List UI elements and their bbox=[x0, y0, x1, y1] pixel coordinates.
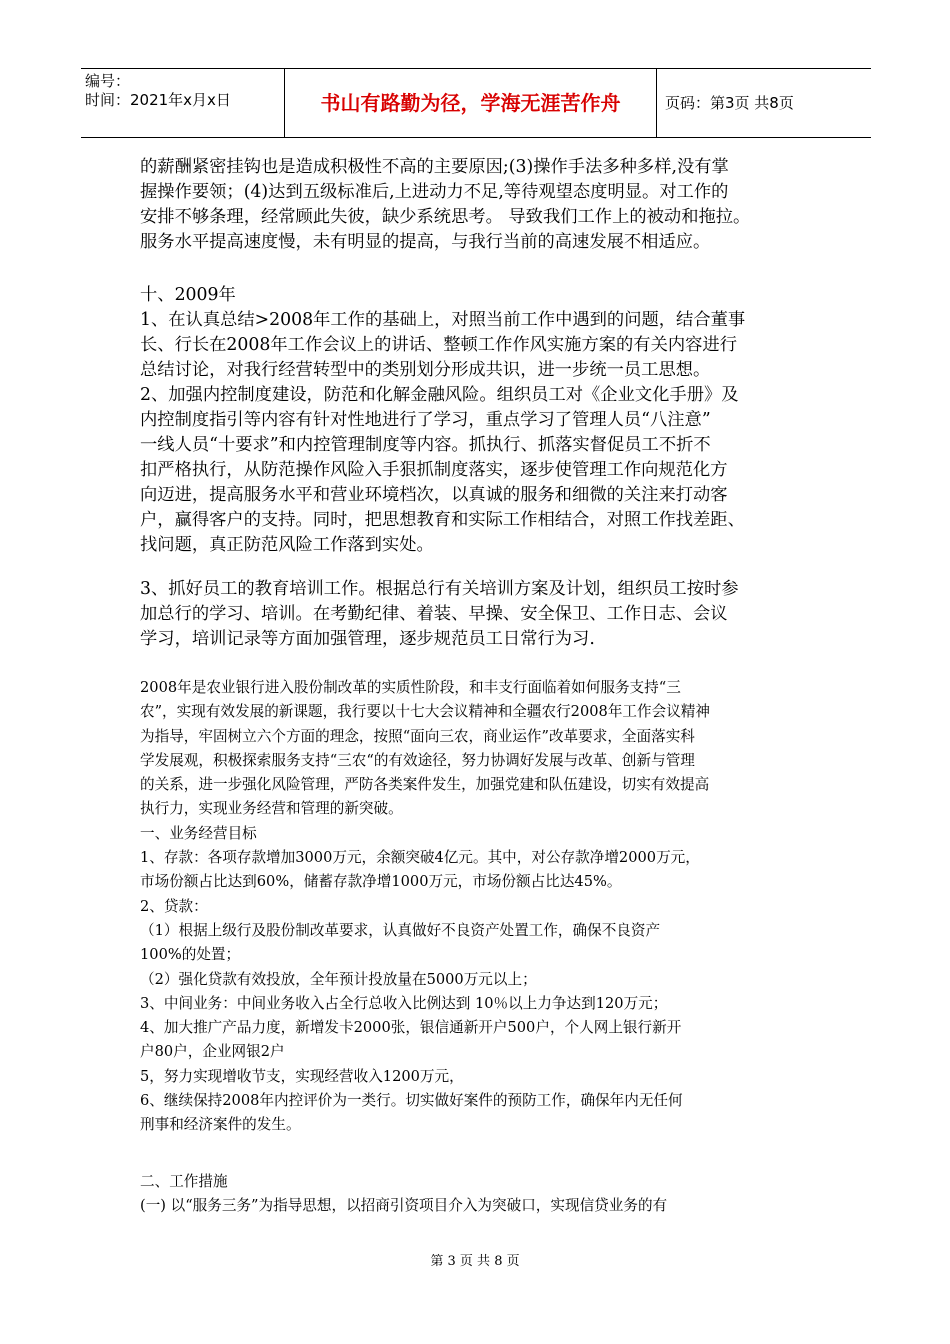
section-2 bbox=[140, 283, 830, 558]
text-line: 2、加强内控制度建设，防范和化解金融风险。组织员工对《企业文化手册》及 bbox=[140, 385, 739, 405]
text-line: 握操作要领；(4)达到五级标准后,上进动力不足,等待观望态度明显。对工作的 bbox=[140, 182, 729, 202]
text-line: 100%的处置； bbox=[140, 946, 241, 964]
text-line: 1、在认真总结>2008年工作的基础上，对照当前工作中遇到的问题，结合董事 bbox=[140, 310, 746, 330]
section-3 bbox=[140, 577, 830, 652]
text-line: 加总行的学习、培训。在考勤纪律、着装、早操、安全保卫、工作日志、会议 bbox=[140, 604, 728, 624]
header-number-label: 编号： bbox=[85, 72, 131, 90]
header-date-label: 时间：2021年x月x日 bbox=[85, 91, 231, 109]
text-line: 4、加大推广产品力度，新增发卡2000张，银信通新开户500户，个人网上银行新开 bbox=[140, 1019, 682, 1037]
text-line: 1、存款：各项存款增加3000万元，余额突破4亿元。其中，对公存款净增2000万元， bbox=[140, 849, 700, 867]
text-line: 执行力，实现业务经营和管理的新突破。 bbox=[140, 800, 403, 818]
text-line: 一线人员“十要求”和内控管理制度等内容。抓执行、抓落实督促员工不折不 bbox=[140, 435, 711, 455]
text-line: 总结讨论，对我行经营转型中的类别划分形成共识，进一步统一员工思想。 bbox=[140, 360, 711, 380]
text-line: 的薪酬紧密挂钩也是造成积极性不高的主要原因;(3)操作手法多种多样,没有掌 bbox=[140, 157, 729, 177]
section-1 bbox=[140, 155, 830, 255]
header-motto: 书山有路勤为径，学海无涯苦作舟 bbox=[284, 69, 657, 137]
header-meta bbox=[81, 69, 284, 137]
section-5 bbox=[140, 1170, 830, 1219]
text-line: 户80户，企业网银2户 bbox=[140, 1043, 285, 1061]
text-line: 找问题，真正防范风险工作落到实处。 bbox=[140, 535, 434, 555]
text-line: （1）根据上级行及股份制改革要求，认真做好不良资产处置工作，确保不良资产 bbox=[140, 921, 661, 939]
text-line: （2）强化贷款有效投放，全年预计投放量在5000万元以上； bbox=[140, 970, 537, 988]
page-footer: 第 3 页 共 8 页 bbox=[430, 1254, 520, 1269]
text-line: 内控制度指引等内容有针对性地进行了学习，重点学习了管理人员“八注意” bbox=[140, 410, 711, 430]
section-heading: 二、工作措施 bbox=[140, 1173, 228, 1190]
text-line: 刑事和经济案件的发生。 bbox=[140, 1116, 301, 1134]
text-line: 为指导，牢固树立六个方面的理念，按照“面向三农，商业运作”改革要求，全面落实科 bbox=[140, 727, 695, 745]
text-line: 长、行长在2008年工作会议上的讲话、整顿工作作风实施方案的有关内容进行 bbox=[140, 335, 737, 355]
text-line: 户，赢得客户的支持。同时，把思想教育和实际工作相结合，对照工作找差距、 bbox=[140, 510, 745, 530]
section-heading: 一、业务经营目标 bbox=[140, 824, 257, 842]
text-line: 2008年是农业银行进入股份制改革的实质性阶段，和丰支行面临着如何服务支持“三 bbox=[140, 679, 681, 696]
text-line: 学发展观，积极探索服务支持“三农“的有效途径，努力协调好发展与改革、创新与管理 bbox=[140, 751, 695, 769]
text-line: 6、继续保持2008年内控评价为一类行。切实做好案件的预防工作，确保年内无任何 bbox=[140, 1092, 683, 1110]
text-line: 向迈进，提高服务水平和营业环境档次，以真诚的服务和细微的关注来打动客 bbox=[140, 485, 728, 505]
page-header bbox=[81, 68, 871, 138]
text-line: 农”，实现有效发展的新课题，我行要以十七大会议精神和全疆农行2008年工作会议精神 bbox=[140, 703, 710, 721]
text-line: 服务水平提高速度慢，未有明显的提高，与我行当前的高速发展不相适应。 bbox=[140, 232, 711, 252]
text-line: (一) 以“服务三务”为指导思想，以招商引资项目介入为突破口，实现信贷业务的有 bbox=[140, 1197, 668, 1215]
section-4 bbox=[140, 676, 830, 1138]
header-page-label: 页码：第3页 共8页 bbox=[665, 94, 794, 112]
text-line: 扣严格执行，从防范操作风险入手狠抓制度落实，逐步使管理工作向规范化方 bbox=[140, 460, 728, 480]
text-line: 3、中间业务：中间业务收入占全行总收入比例达到 10％以上力争达到120万元； bbox=[140, 994, 668, 1012]
text-line: 学习，培训记录等方面加强管理，逐步规范员工日常行为习. bbox=[140, 629, 595, 649]
text-line: 2、贷款： bbox=[140, 897, 208, 915]
text-line: 市场份额占比达到60%，储蓄存款净增1000万元，市场份额占比达45%。 bbox=[140, 873, 622, 891]
text-line: 3、抓好员工的教育培训工作。根据总行有关培训方案及计划，组织员工按时参 bbox=[140, 579, 739, 599]
text-line: 5，努力实现增收节支，实现经营收入1200万元， bbox=[140, 1067, 464, 1085]
text-line: 的关系，进一步强化风险管理，严防各类案件发生，加强党建和队伍建设，切实有效提高 bbox=[140, 776, 710, 794]
text-line: 安排不够条理，经常顾此失彼，缺少系统思考。 导致我们工作上的被动和拖拉。 bbox=[140, 207, 751, 227]
section-heading: 十、2009年 bbox=[140, 285, 236, 305]
